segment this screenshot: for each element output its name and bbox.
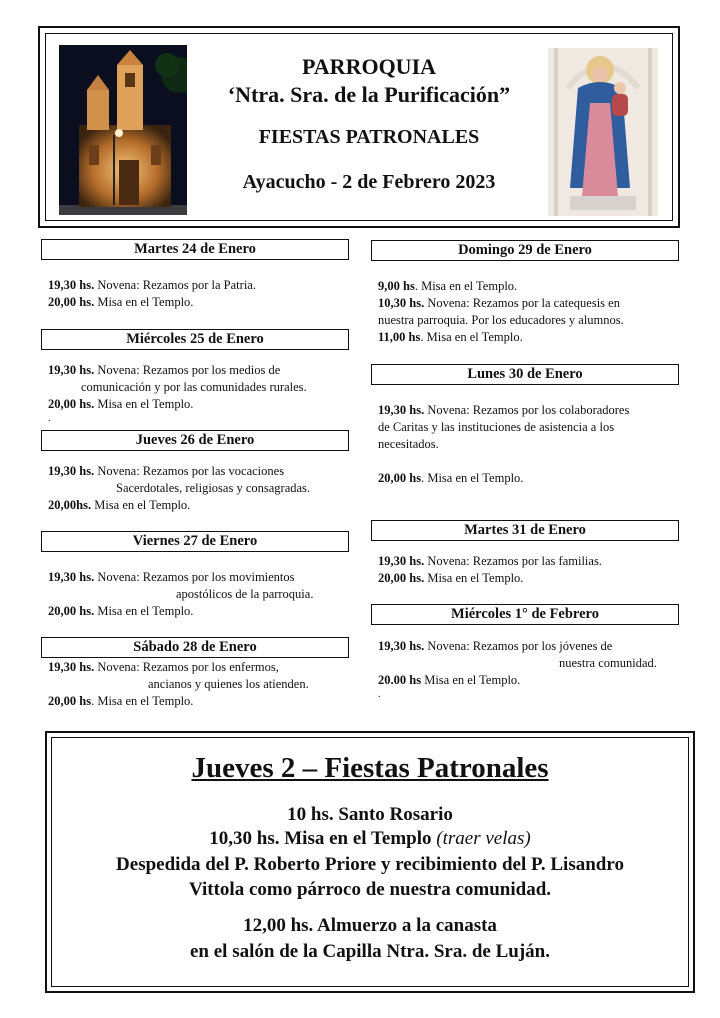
entry-time: 19,30 hs. <box>48 660 95 674</box>
day-header-domingo-29: Domingo 29 de Enero <box>371 240 679 261</box>
schedule-entry <box>378 402 678 453</box>
celebration-line-misa <box>52 828 688 850</box>
entry-text: Novena: Rezamos por las familias. <box>424 554 602 568</box>
entry-text: Novena: Rezamos por los enfermos, <box>94 660 279 674</box>
entry-text: Novena: Rezamos por la catequesis en <box>424 296 620 310</box>
entry-time: 19,30 hs. <box>378 639 425 653</box>
schedule-entry <box>378 638 678 701</box>
celebration-line-vittola: Vittola como párroco de nuestra comunidad. <box>188 879 552 900</box>
schedule-entry <box>378 470 678 487</box>
entry-text: . Misa en el Templo. <box>420 330 523 344</box>
entry-text-continued: nuestra parroquia. Por los educadores y alumnos. <box>378 313 624 327</box>
entry-time: 19,30 hs. <box>378 403 425 417</box>
entry-time: 20.00 hs <box>378 673 422 687</box>
entry-text: Novena: Rezamos por los jóvenes de <box>424 639 613 653</box>
entry-time: 20,00 hs. <box>48 604 95 618</box>
entry-time: 20,00 hs. <box>48 295 95 309</box>
virgin-statue-photo <box>548 48 658 216</box>
entry-time: 20,00 hs. <box>48 397 95 411</box>
entry-text-continued: comunicación y por las comunidades rurales. <box>81 380 307 394</box>
entry-time: 10,30 hs. <box>378 296 425 310</box>
entry-text: Novena: Rezamos por los movimientos <box>94 570 295 584</box>
entry-time: 9,00 hs <box>378 279 415 293</box>
day-header-viernes-27: Viernes 27 de Enero <box>41 531 349 552</box>
header-inner-frame <box>45 33 673 221</box>
entry-text-continued: nuestra comunidad. <box>559 656 657 670</box>
entry-time: 19,30 hs. <box>48 278 95 292</box>
main-celebration-box <box>45 731 695 993</box>
stray-dot: . <box>48 413 51 424</box>
day-header-jueves-26: Jueves 26 de Enero <box>41 430 349 451</box>
entry-time: 11,00 hs <box>378 330 421 344</box>
entry-text-continued: Sacerdotales, religiosas y consagradas. <box>116 481 311 495</box>
schedule-entry <box>48 659 348 710</box>
header-frame <box>38 26 680 228</box>
entry-text: Novena: Rezamos por la Patria. <box>94 278 256 292</box>
entry-text: Novena: Rezamos por las vocaciones <box>94 464 285 478</box>
entry-text: . Misa en el Templo. <box>91 694 194 708</box>
schedule-entry <box>48 569 348 620</box>
celebration-line-almuerzo: 12,00 hs. Almuerzo a la canasta <box>243 915 497 936</box>
entry-text-continued: necesitados. <box>378 437 439 451</box>
schedule-entry <box>48 463 348 514</box>
entry-text: Misa en el Templo. <box>421 673 521 687</box>
day-header-miercoles-1: Miércoles 1° de Febrero <box>371 604 679 625</box>
celebration-line-salon: en el salón de la Capilla Ntra. Sra. de Luján. <box>190 941 550 962</box>
entry-text: Novena: Rezamos por los medios de <box>94 363 281 377</box>
entry-text: . Misa en el Templo. <box>421 471 524 485</box>
entry-text-continued: de Caritas y las instituciones de asistencia a los <box>378 420 615 434</box>
schedule-entry <box>378 278 678 346</box>
entry-time: 19,30 hs. <box>48 363 95 377</box>
entry-text: . Misa en el Templo. <box>414 279 518 293</box>
entry-time: 20,00 hs <box>378 471 422 485</box>
day-header-lunes-30: Lunes 30 de Enero <box>371 364 679 385</box>
entry-text-continued: ancianos y quienes los atienden. <box>148 677 309 691</box>
entry-text: Novena: Rezamos por los colaboradores <box>424 403 630 417</box>
celebration-line-rosario: 10 hs. Santo Rosario <box>287 804 453 825</box>
entry-time: 20,00hs. <box>48 498 92 512</box>
entry-time: 19,30 hs. <box>48 570 95 584</box>
stray-dot: . <box>378 689 381 700</box>
schedule-entry <box>48 277 348 311</box>
entry-text: Misa en el Templo. <box>94 604 194 618</box>
entry-time: 19,30 hs. <box>48 464 95 478</box>
event-title: FIESTAS PATRONALES <box>258 126 480 148</box>
misa-text: 10,30 hs. Misa en el Templo <box>209 828 437 849</box>
celebration-line-despedida: Despedida del P. Roberto Priore y recibimiento del P. Lisandro <box>116 854 624 875</box>
church-photo <box>59 45 187 215</box>
entry-text: Misa en el Templo. <box>91 498 191 512</box>
parish-label: PARROQUIA <box>301 54 437 79</box>
day-header-martes-31: Martes 31 de Enero <box>371 520 679 541</box>
main-celebration-inner-frame <box>51 737 689 987</box>
entry-text-continued: apostólicos de la parroquia. <box>176 587 314 601</box>
schedule-entry <box>48 362 348 425</box>
celebration-title: Jueves 2 – Fiestas Patronales <box>191 752 549 784</box>
entry-text: Misa en el Templo. <box>94 397 194 411</box>
entry-time: 19,30 hs. <box>378 554 425 568</box>
parish-name: ‘Ntra. Sra. de la Purificación” <box>227 82 511 107</box>
entry-text: Misa en el Templo. <box>424 571 524 585</box>
misa-note: (traer velas) <box>436 828 531 849</box>
entry-text: Misa en el Templo. <box>94 295 194 309</box>
place-date: Ayacucho - 2 de Febrero 2023 <box>242 171 496 193</box>
entry-time: 20,00 hs. <box>378 571 425 585</box>
day-header-martes-24: Martes 24 de Enero <box>41 239 349 260</box>
day-header-sabado-28: Sábado 28 de Enero <box>41 637 349 658</box>
schedule-entry <box>378 553 678 587</box>
day-header-miercoles-25: Miércoles 25 de Enero <box>41 329 349 350</box>
entry-time: 20,00 hs <box>48 694 92 708</box>
